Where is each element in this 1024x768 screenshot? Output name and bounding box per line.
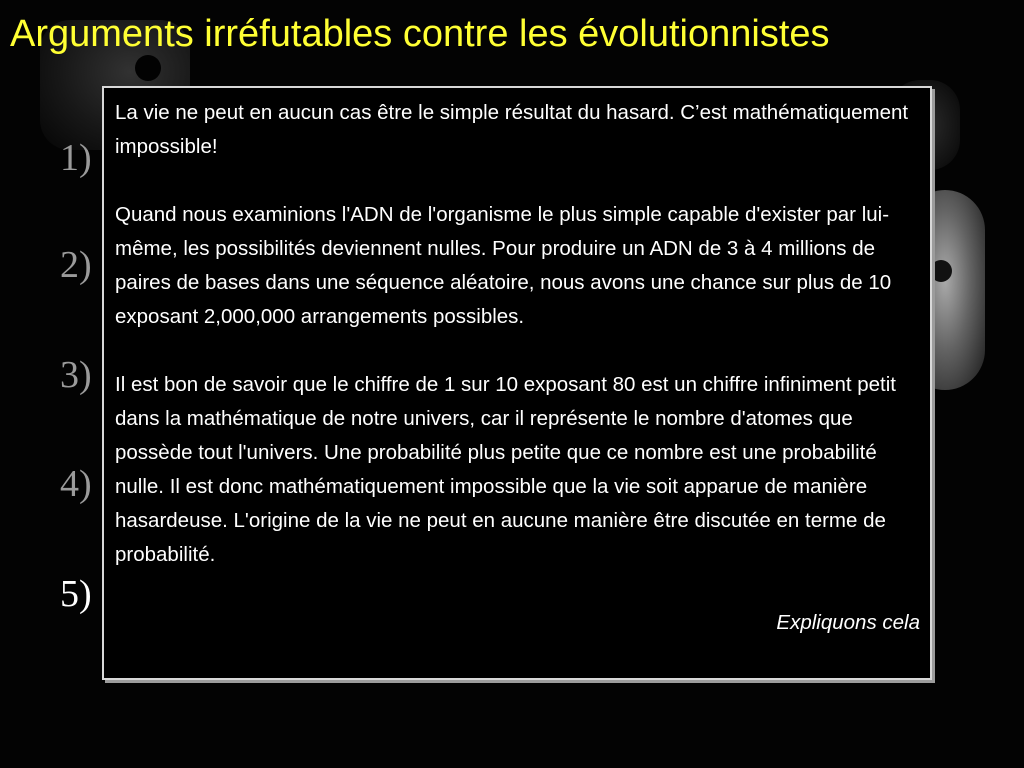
- paragraph-gap: [115, 572, 920, 606]
- paragraph-2: Quand nous examinions l'ADN de l'organisme le plus simple capable d'exister par lui-même, les possibilités deviennent nulles. Pour produire un ADN de 3 à 4 millions de paires de bases dans une séquence aléatoire, nous avons une chance sur plus de 10 exposant 2,000,000 arrangements possibles.: [115, 203, 892, 328]
- content-textbox: [102, 86, 932, 680]
- list-number-5[interactable]: 5): [60, 573, 92, 615]
- slide-title: Arguments irréfutables contre les évolutionnistes: [10, 13, 830, 55]
- list-number-4[interactable]: 4): [60, 463, 92, 505]
- list-number-2[interactable]: 2): [60, 244, 92, 286]
- list-number-1[interactable]: 1): [60, 137, 92, 179]
- closing-link-text[interactable]: Expliquons cela: [776, 611, 920, 634]
- dice-dot-left: [135, 55, 161, 81]
- list-number-3[interactable]: 3): [60, 354, 92, 396]
- dice-dot-right: [930, 260, 952, 282]
- paragraph-gap: [115, 334, 920, 368]
- paragraph-1: La vie ne peut en aucun cas être le simple résultat du hasard. C’est mathématiquement impossible!: [115, 101, 909, 158]
- paragraph-3: Il est bon de savoir que le chiffre de 1 sur 10 exposant 80 est un chiffre infiniment petit dans la mathématique de notre univers, car il représente le nombre d'atomes que possède tout l'univers. Une probabilité plus petite que ce nombre est une probabilité nulle. Il est donc mathématiquement impossible que la vie soit apparue de manière hasardeuse. L'origine de la vie ne peut en aucune manière être discutée en terme de probabilité.: [115, 373, 896, 566]
- paragraph-gap: [115, 164, 920, 198]
